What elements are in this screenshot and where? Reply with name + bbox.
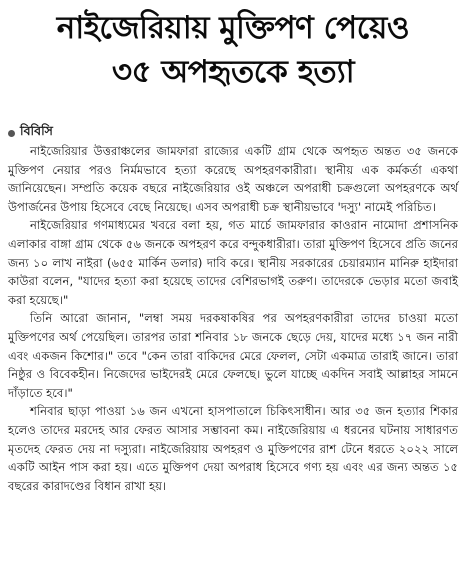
- article-paragraph-4: শনিবার ছাড়া পাওয়া ১৬ জন এখনো হাসপাতালে চিকিৎসাধীন। আর ৩৫ জন হত্যার শিকার হলেও তাদের মরদেহ আর ফেরত আসার সম্ভাবনা কম। নাইজেরিয়ায় এ ধরনের ঘটনায় সাধারণত মৃতদেহ ফেরত দেয় না দস্যুরা। নাইজেরিয়ায় অপহরণ ও মুক্তিপণের রাশ টেনে ধরতে ২০২২ সালে একটি আইন পাস করা হয়। এতে মুক্তিপণ দেয়া অপরাধ হিসেবে গণ্য হয় এবং এর জন্য অন্তত ১৫ বছরের কারাদণ্ডের বিধান রাখা হয়।: [8, 404, 458, 493]
- source-credit: [8, 124, 53, 142]
- article-body: [8, 142, 458, 495]
- article-paragraph-2: নাইজেরিয়ার গণমাধ্যমের খবরে বলা হয়, গত মার্চে জামফারার কাওরান নামোদা প্রশাসনিক এলাকার বাঙ্গা গ্রাম থেকে ৫৬ জনকে অপহরণ করে বন্দুকধারীরা। তারা মুক্তিপণ হিসেবে প্রতি জনের জন্য ১০ লাখ নাইরা (৬৫৫ মার্কিন ডলার) দাবি করে। স্থানীয় সরকারের চেয়ারম্যান মানিরু হাইদারা কাউরা বলেন, "যাদের হত্যা করা হয়েছে তাদের বেশিরভাগই তরুণ। তাদেরকে ভেড়ার মতো জবাই করা হয়েছে।": [8, 218, 458, 307]
- source-label: বিবিসি: [20, 123, 53, 138]
- headline-line-1: নাইজেরিয়ায় মুক্তিপণ পেয়েও: [56, 10, 410, 46]
- headline: [0, 6, 466, 94]
- article-paragraph-3: তিনি আরো জানান, "লম্বা সময় দরকষাকষির পর অপহরণকারীরা তাদের চাওয়া মতো মুক্তিপণের অর্থ পেয়েছিল। তারপর তারা শনিবার ১৮ জনকে ছেড়ে দেয়, যাদের মধ্যে ১৭ জন নারী এবং একজন কিশোর।" তবে "কেন তারা বাকিদের মেরে ফেলল, সেটা একমাত্র তারাই জানে। তারা নিষ্ঠুর ও বিবেকহীন। নিজেদের ভাইদেরই মেরে ফেলছে। ভুলে যাচ্ছে একদিন সবাই আল্লাহর সামনে দাঁড়াতে হবে।": [8, 311, 458, 400]
- headline-line-2: ৩৫ অপহৃতকে হত্যা: [111, 54, 355, 90]
- article-paragraph-1: নাইজেরিয়ার উত্তরাঞ্চলের জামফারা রাজ্যের একটি গ্রাম থেকে অপহৃত অন্তত ৩৫ জনকে মুক্তিপণ নেয়ার পরও নির্মমভাবে হত্যা করেছে অপহরণকারীরা। স্থানীয় এক কর্মকর্তা একথা জানিয়েছেন। সম্প্রতি কয়েক বছরে নাইজেরিয়ার ওই অঞ্চলে অপরাধী চক্রগুলো অপহরণকে অর্থ উপার্জনের উপায় হিসেবে বেছে নিয়েছে। এসব অপরাধী চক্র স্থানীয়ভাবে 'দস্যু' নামেই পরিচিত।: [8, 144, 458, 214]
- bullet-icon: [8, 130, 15, 137]
